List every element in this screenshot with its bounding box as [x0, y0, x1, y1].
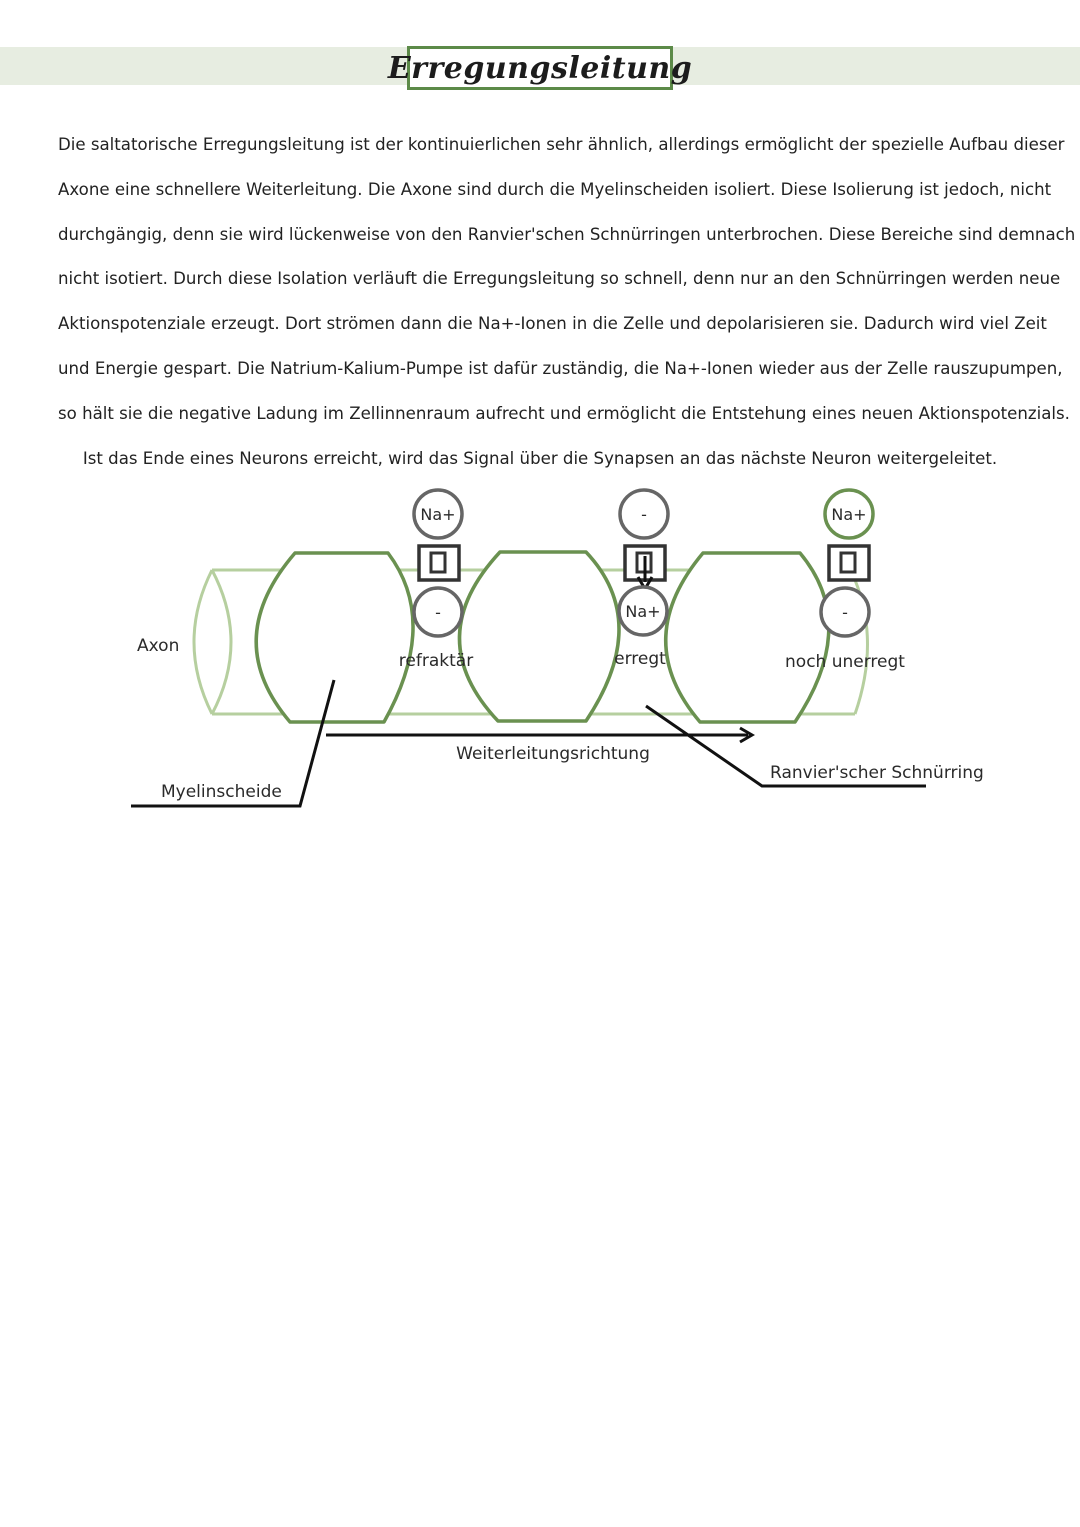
body-paragraph — [58, 123, 1076, 481]
paragraph-line: durchgängig, denn sie wird lückenweise von den Ranvier'schen Schnürringen unterbrochen. Diese Bereiche sind demnach — [58, 224, 1076, 244]
node-label: Ranvier'scher Schnürring — [770, 763, 984, 783]
ion-label: Na+ — [831, 505, 867, 524]
paragraph-line: Ist das Ende eines Neurons erreicht, wird das Signal über die Synapsen an das nächste Neuron weitergeleitet. — [82, 448, 998, 468]
paragraph-line: und Energie gespart. Die Natrium-Kalium-Pumpe ist dafür zuständig, die Na+-Ionen wieder aus der Zelle rauszupumpen, — [58, 358, 1063, 378]
ion-channel — [419, 546, 459, 580]
ion-label: - — [435, 603, 441, 622]
node-state-label: refraktär — [398, 651, 474, 671]
myelin-sheaths — [256, 552, 829, 722]
page-title: Erregungsleitung — [387, 50, 693, 86]
sheath-label: Myelinscheide — [161, 782, 282, 802]
ion-label: - — [842, 603, 848, 622]
node-state-label: erregt — [614, 649, 666, 669]
myelin-sheath-3 — [666, 553, 829, 722]
ion-label: Na+ — [625, 602, 661, 621]
ion-label: - — [641, 505, 647, 524]
myelin-sheath-2 — [459, 552, 619, 721]
ion-label: Na+ — [420, 505, 456, 524]
title-box — [387, 46, 693, 90]
paragraph-line: so hält sie die negative Ladung im Zellinnenraum aufrecht und ermöglicht die Entstehung eines neuen Aktionspotenzials. — [58, 403, 1070, 423]
saltatory-conduction-diagram — [0, 470, 1080, 830]
myelin-sheath-1 — [256, 553, 413, 722]
direction-label: Weiterleitungsrichtung — [456, 744, 650, 764]
paragraph-line: Die saltatorische Erregungsleitung ist der kontinuierlichen sehr ähnlich, allerdings ermöglicht der spezielle Aufbau dieser — [58, 135, 1065, 154]
ion-channel — [829, 546, 869, 580]
paragraph-line: Axone eine schnellere Weiterleitung. Die Axone sind durch die Myelinscheiden isoliert. Diese Isolierung ist jedoch, nicht — [58, 179, 1052, 199]
node-state-label: noch unerregt — [785, 652, 905, 672]
axon-label: Axon — [137, 636, 180, 656]
paragraph-line: nicht isotiert. Durch diese Isolation verläuft die Erregungsleitung so schnell, denn nur an den Schnürringen werden neue — [58, 269, 1061, 289]
ranvier-node-2 — [614, 490, 668, 669]
paragraph-line: Aktionspotenziale erzeugt. Dort strömen dann die Na+-Ionen in die Zelle und depolarisieren sie. Dadurch wird viel Zeit — [58, 314, 1047, 334]
